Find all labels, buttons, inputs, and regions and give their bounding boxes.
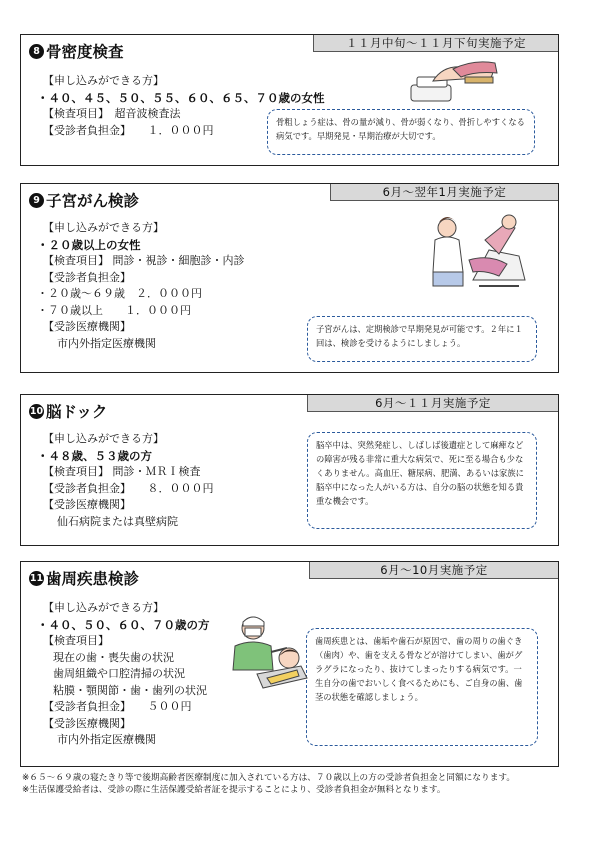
detail-line: 【申し込みができる方】 xyxy=(43,432,164,445)
detail-line: 【受診者負担金】 １．０００円 xyxy=(43,123,214,137)
number-badge: 10 xyxy=(29,405,44,417)
detail-line: 【受診者負担金】 ８．０００円 xyxy=(43,481,214,495)
card-title-text: 脳ドック xyxy=(46,403,108,421)
footer-note: ※６５～６９歳の寝たきり等で後期高齢者医療制度に加入されている方は、７０歳以上の方の受診者負担金と同額になります。 xyxy=(22,773,516,783)
schedule-label: 6月～10月実施予定 xyxy=(309,562,558,579)
detail-line: 【申し込みができる方】 xyxy=(43,601,164,614)
detail-line: 【検査項目】 問診・ＭＲＩ検査 xyxy=(43,465,201,478)
eligibility-line: ・４０、４５、５０、５５、６０、６５、７０歳の女性 xyxy=(37,90,325,105)
card-title-text: 骨密度検査 xyxy=(46,43,124,61)
cervical-exam-illustration xyxy=(429,210,529,292)
card-bone-density xyxy=(20,34,559,166)
detail-line: 【申し込みができる方】 xyxy=(43,74,164,87)
info-note: 骨粗しょう症は、骨の量が減り、骨が弱くなり、骨折しやすくなる病気です。早期発見・早期治療が大切です。 xyxy=(267,109,535,155)
number-badge: 8 xyxy=(29,44,44,59)
bone-density-illustration xyxy=(403,57,499,107)
detail-line: 【受診医療機関】 xyxy=(43,320,131,333)
schedule-label: 6月～翌年1月実施予定 xyxy=(330,184,558,201)
detail-line: 【受診者負担金】 xyxy=(43,270,131,284)
detail-line: 歯周組織や口腔清掃の状況 xyxy=(53,667,185,680)
card-title-text: 歯周疾患検診 xyxy=(46,570,140,588)
card-title-text: 子宮がん検診 xyxy=(46,192,140,210)
card-details xyxy=(37,600,210,749)
card-details xyxy=(37,431,214,530)
card-title xyxy=(29,40,124,62)
card-periodontal xyxy=(20,561,559,767)
dental-exam-illustration xyxy=(227,612,313,696)
footer-note: ※生活保護受給者は、受診の際に生活保護受給者証を提示することにより、受診者負担金が無料となります。 xyxy=(22,785,446,795)
detail-line: 仙石病院または真壁病院 xyxy=(57,514,178,528)
info-note: 歯周疾患とは、歯垢や歯石が原因で、歯の周りの歯ぐき（歯肉）や、歯を支える骨などが溶けてしまい、歯がグラグラになったり、抜けてしまったりする病気です。一生自分の歯でおいしく食べるためにも、ご自身の歯、歯茎の状態を確認しましょう。 xyxy=(306,628,538,746)
number-badge: 9 xyxy=(29,193,44,208)
info-note: 脳卒中は、突然発症し、しばしば後遺症として麻痺などの障害が残る非常に重大な病気で、死に至る場合も少なくありません。高血圧、糖尿病、肥満、あるいは家族に脳卒中になった人がいる方は、自分の脳の状態を知る貴重な機会です。 xyxy=(307,432,537,529)
detail-line: 粘膜・顎関節・歯・歯列の状況 xyxy=(53,683,207,697)
eligibility-line: ・４８歳、５３歳の方 xyxy=(37,448,152,463)
info-note: 子宮がんは、定期検診で早期発見が可能です。２年に１回は、検診を受けるようにしましょう。 xyxy=(307,316,537,362)
card-details xyxy=(37,220,245,352)
detail-line: 【受診者負担金】 ５００円 xyxy=(43,700,192,713)
eligibility-line: ・２０歳以上の女性 xyxy=(37,237,141,252)
card-title xyxy=(29,567,139,589)
footer-notes xyxy=(22,772,577,796)
detail-line: ・２０歳～６９歳 ２．０００円 xyxy=(37,287,202,300)
detail-line: 【申し込みができる方】 xyxy=(43,221,164,234)
detail-line: 【検査項目】 xyxy=(43,634,109,647)
detail-line: ・７０歳以上 １．０００円 xyxy=(37,303,191,317)
eligibility-line: ・４０、５０、６０、７０歳の方 xyxy=(37,617,210,632)
card-brain-dock xyxy=(20,394,559,546)
card-cervical-cancer xyxy=(20,183,559,373)
detail-line: 【検査項目】 問診・視診・細胞診・内診 xyxy=(43,254,245,267)
schedule-label: １１月中旬～１１月下旬実施予定 xyxy=(313,35,558,52)
detail-line: 市内外指定医療機関 xyxy=(57,733,156,746)
detail-line: 【受診医療機関】 xyxy=(43,498,131,511)
card-title xyxy=(29,189,139,211)
card-title xyxy=(29,400,107,422)
detail-line: 市内外指定医療機関 xyxy=(57,336,156,350)
detail-line: 【受診医療機関】 xyxy=(43,716,131,730)
detail-line: 【検査項目】 超音波検査法 xyxy=(43,107,181,120)
schedule-label: 6月～１１月実施予定 xyxy=(307,395,558,412)
detail-line: 現在の歯・喪失歯の状況 xyxy=(53,650,174,664)
number-badge: 11 xyxy=(29,572,44,584)
